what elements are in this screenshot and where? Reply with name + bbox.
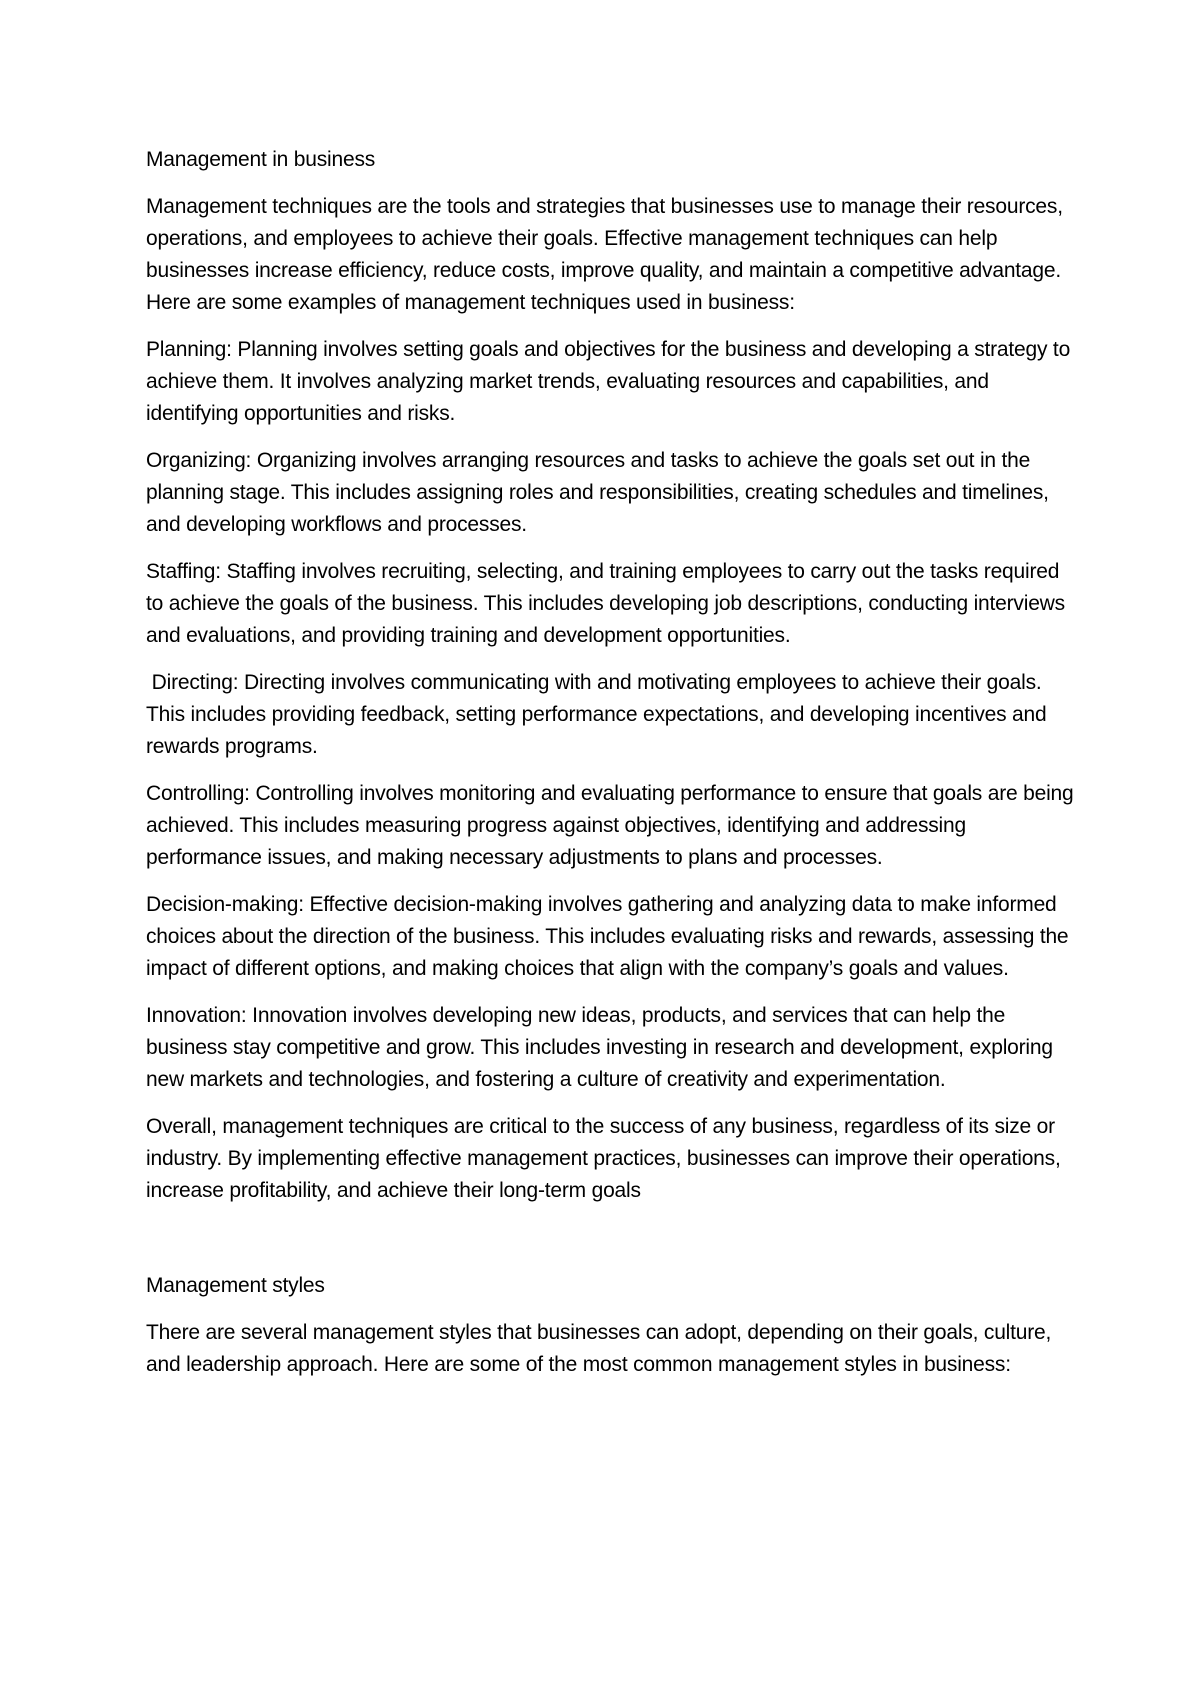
organizing-paragraph: Organizing: Organizing involves arranging resources and tasks to achieve the goals set out in the planning stage. This includes assigning roles and responsibilities, creating schedules and timelines, and developing workflows and processes. bbox=[146, 449, 1049, 536]
innovation-paragraph: Innovation: Innovation involves developing new ideas, products, and services that can help the business stay competitive and grow. This includes investing in research and development, exploring new markets and technologies, and fostering a culture of creativity and experimentation. bbox=[146, 1004, 1053, 1091]
document-body bbox=[146, 144, 1076, 1396]
section-heading-management-styles: Management styles bbox=[146, 1274, 325, 1297]
intro-paragraph: Management techniques are the tools and strategies that businesses use to manage their resources, operations, and employees to achieve their goals. Effective management techniques can help businesses increase efficiency, reduce costs, improve quality, and maintain a competitive advantage. Here are some examples of management techniques used in business: bbox=[146, 195, 1063, 314]
controlling-paragraph: Controlling: Controlling involves monitoring and evaluating performance to ensure that goals are being achieved. This includes measuring progress against objectives, identifying and addressing performance issues, and making necessary adjustments to plans and processes. bbox=[146, 782, 1074, 869]
overall-paragraph: Overall, management techniques are critical to the success of any business, regardless of its size or industry. By implementing effective management practices, businesses can improve their operations, increase profitability, and achieve their long-term goals bbox=[146, 1115, 1061, 1202]
directing-paragraph: Directing: Directing involves communicating with and motivating employees to achieve their goals. This includes providing feedback, setting performance expectations, and developing incentives and rewards programs. bbox=[146, 671, 1053, 758]
styles-intro-paragraph: There are several management styles that businesses can adopt, depending on their goals, culture, and leadership approach. Here are some of the most common management styles in business: bbox=[146, 1321, 1052, 1376]
decision-making-paragraph: Decision-making: Effective decision-making involves gathering and analyzing data to make informed choices about the direction of the business. This includes evaluating risks and rewards, assessing the impact of different options, and making choices that align with the company’s goals and values. bbox=[146, 893, 1069, 980]
staffing-paragraph: Staffing: Staffing involves recruiting, selecting, and training employees to carry out the tasks required to achieve the goals of the business. This includes developing job descriptions, conducting interviews and evaluations, and providing training and development opportunities. bbox=[146, 560, 1065, 647]
section-heading-management-in-business: Management in business bbox=[146, 148, 376, 171]
spacer bbox=[146, 1222, 1076, 1270]
planning-paragraph: Planning: Planning involves setting goals and objectives for the business and developing a strategy to achieve them. It involves analyzing market trends, evaluating resources and capabilities, and identifying opportunities and risks. bbox=[146, 338, 1071, 425]
